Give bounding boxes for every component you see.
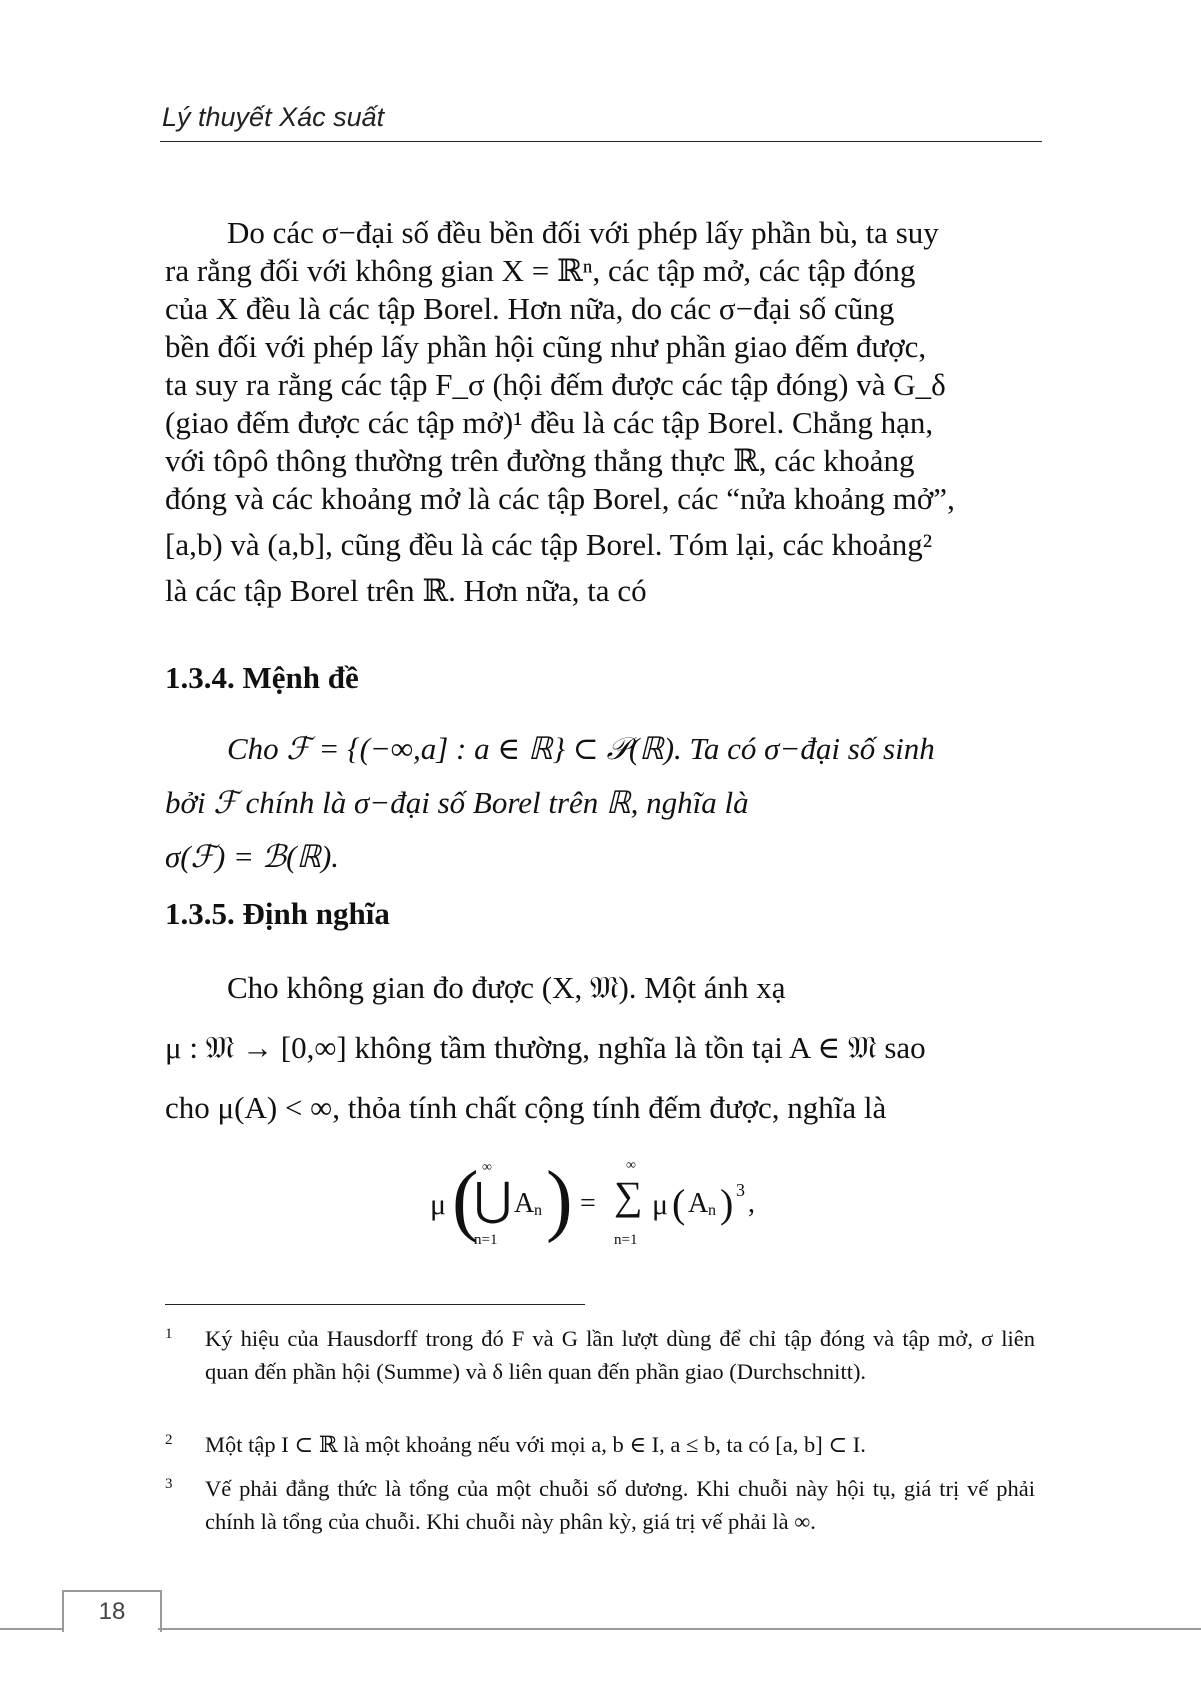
text-line: [a,b) và (a,b], cũng đều là các tập Borel. Tóm lại, các khoảng²	[165, 527, 933, 562]
formula-union-symbol: ⋃	[474, 1174, 512, 1225]
formula-trailing-comma: ,	[748, 1188, 755, 1219]
formula-sum-lower: n=1	[614, 1232, 638, 1248]
formula-set-index: n	[534, 1202, 542, 1219]
formula-set: A	[514, 1188, 535, 1219]
text-line: đóng và các khoảng mở là các tập Borel, các “nửa khoảng mở”,	[165, 481, 955, 516]
formula-union-lower: n=1	[474, 1232, 498, 1248]
formula-equals: =	[580, 1188, 596, 1219]
formula-union-upper: ∞	[482, 1160, 492, 1175]
text-line: là các tập Borel trên ℝ. Hơn nữa, ta có	[165, 573, 647, 608]
formula-rhs-paren-right: )	[720, 1181, 734, 1226]
formula-rhs-paren-left: (	[672, 1181, 686, 1226]
text-line: (giao đếm được các tập mở)¹ đều là các tập Borel. Chẳng hạn,	[165, 405, 934, 440]
running-header: Lý thuyết Xác suất	[162, 102, 385, 132]
section-heading-proposition: 1.3.4. Mệnh đề	[165, 660, 359, 695]
text-line: Cho không gian đo được (X, 𝔐). Một ánh xạ	[227, 970, 786, 1005]
footnote-text: Ký hiệu của Hausdorff trong đó F và G lần lượt dùng để chỉ tập đóng và tập mở, σ liên quan đến phần hội (Summe) và δ liên quan đến phần giao (Durchschnitt).	[205, 1326, 1035, 1384]
proposition-text	[165, 722, 1035, 884]
formula-paren-left: (	[452, 1156, 479, 1244]
countable-additivity-formula	[430, 1150, 850, 1260]
text-line: của X đều là các tập Borel. Hơn nữa, do các σ−đại số cũng	[165, 291, 895, 326]
footnote-2	[165, 1428, 1035, 1461]
footnote-divider	[165, 1304, 585, 1305]
formula-rhs-index: n	[708, 1202, 716, 1219]
footer-rule-right	[158, 1628, 1201, 1630]
footnote-number: 3	[165, 1476, 173, 1492]
footer-rule-left	[0, 1628, 64, 1630]
formula-sum-symbol: ∑	[614, 1173, 643, 1218]
footnote-text: Vế phải đẳng thức là tổng của một chuỗi số dương. Khi chuỗi này hội tụ, giá trị vế phải chính là tổng của chuỗi. Khi chuỗi này phân kỳ, giá trị vế phải là ∞.	[205, 1476, 1035, 1534]
definition-text	[165, 958, 1035, 1138]
page-number: 18	[62, 1590, 162, 1632]
text-line: bởi ℱ chính là σ−đại số Borel trên ℝ, nghĩa là	[165, 785, 749, 820]
text-line: cho μ(A) < ∞, thỏa tính chất cộng tính đếm được, nghĩa là	[165, 1090, 887, 1125]
text-line: bền đối với phép lấy phần hội cũng như phần giao đếm được,	[165, 329, 927, 364]
formula-rhs-set: A	[688, 1188, 709, 1219]
text-line: Do các σ−đại số đều bền đối với phép lấy phần bù, ta suy	[227, 215, 939, 250]
formula-paren-right: )	[546, 1156, 573, 1244]
formula-mu: μ	[430, 1188, 447, 1221]
footnote-number: 2	[165, 1432, 173, 1448]
section-heading-definition: 1.3.5. Định nghĩa	[165, 896, 390, 931]
text-line: với tôpô thông thường trên đường thẳng thực ℝ, các khoảng	[165, 443, 915, 478]
footnote-1	[165, 1322, 1035, 1388]
text-line: μ : 𝔐 → [0,∞] không tầm thường, nghĩa là tồn tại A ∈ 𝔐 sao	[165, 1030, 926, 1065]
formula-sum-upper: ∞	[626, 1158, 636, 1173]
paragraph-borel-sets	[165, 214, 1035, 610]
text-line: ta suy ra rằng các tập F_σ (hội đếm được các tập đóng) và G_δ	[165, 367, 946, 402]
footnote-number: 1	[165, 1326, 173, 1342]
footnote-text: Một tập I ⊂ ℝ là một khoảng nếu với mọi a, b ∈ I, a ≤ b, ta có [a, b] ⊂ I.	[205, 1432, 866, 1457]
text-line: Cho ℱ = {(−∞,a] : a ∈ ℝ} ⊂ 𝒫(ℝ). Ta có σ−đại số sinh	[227, 731, 935, 766]
text-line: ra rằng đối với không gian X = ℝⁿ, các tập mở, các tập đóng	[165, 253, 916, 288]
formula-footnote-mark: 3	[736, 1180, 745, 1200]
footnote-3	[165, 1472, 1035, 1538]
formula-mu-rhs: μ	[652, 1188, 669, 1221]
header-divider	[160, 141, 1042, 142]
text-line: σ(ℱ) = ℬ(ℝ).	[165, 839, 340, 874]
